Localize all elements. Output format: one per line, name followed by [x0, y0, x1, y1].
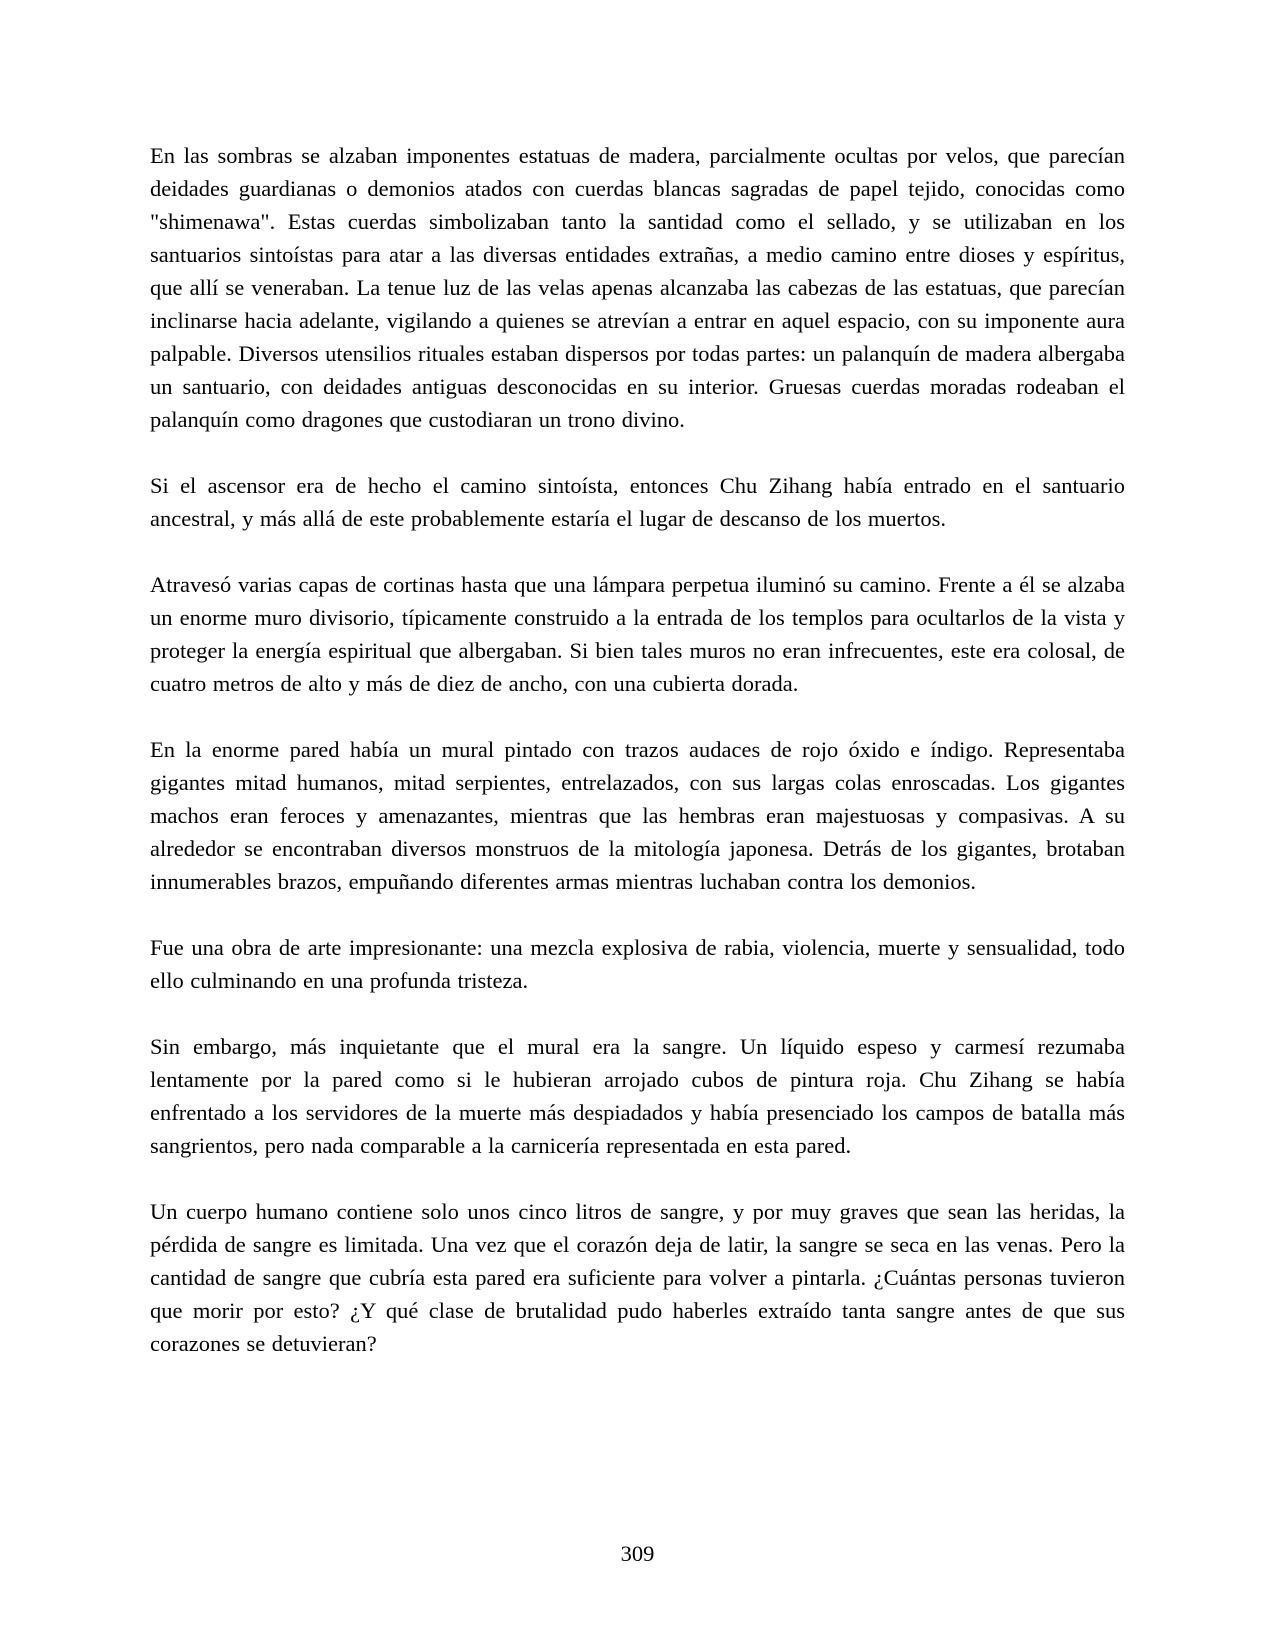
page-number: 309	[620, 1541, 655, 1566]
paragraph-6: Sin embargo, más inquietante que el mural era la sangre. Un líquido espeso y carmesí rezumaba lentamente por la pared como si le hubieran arrojado cubos de pintura roja. Chu Zihang se había enfrentado a los servidores de la muerte más despiadados y había presenciado los campos de batalla más sangrientos, pero nada comparable a la carnicería representada en esta pared.	[150, 1034, 1125, 1158]
paragraph-7: Un cuerpo humano contiene solo unos cinco litros de sangre, y por muy graves que sean las heridas, la pérdida de sangre es limitada. Una vez que el corazón deja de latir, la sangre se seca en las venas. Pero la cantidad de sangre que cubría esta pared era suficiente para volver a pintarla. ¿Cuántas personas tuvieron que morir por esto? ¿Y qué clase de brutalidad pudo haberles extraído tanta sangre antes de que sus corazones se detuvieran?	[150, 1199, 1125, 1356]
paragraph-1: En las sombras se alzaban imponentes estatuas de madera, parcialmente ocultas por velos, que parecían deidades guardianas o demonios atados con cuerdas blancas sagradas de papel tejido, conocidas como "shimenawa". Estas cuerdas simbolizaban tanto la santidad como el sellado, y se utilizaban en los santuarios sintoístas para atar a las diversas entidades extrañas, a medio camino entre dioses y espíritus, que allí se veneraban. La tenue luz de las velas apenas alcanzaba las cabezas de las estatuas, que parecían inclinarse hacia adelante, vigilando a quienes se atrevían a entrar en aquel espacio, con su imponente aura palpable. Diversos utensilios rituales estaban dispersos por todas partes: un palanquín de madera albergaba un santuario, con deidades antiguas desconocidas en su interior. Gruesas cuerdas moradas rodeaban el palanquín como dragones que custodiaran un trono divino.	[150, 143, 1125, 432]
paragraph-4: En la enorme pared había un mural pintado con trazos audaces de rojo óxido e índigo. Representaba gigantes mitad humanos, mitad serpientes, entrelazados, con sus largas colas enroscadas. Los gigantes machos eran feroces y amenazantes, mientras que las hembras eran majestuosas y compasivas. A su alrededor se encontraban diversos monstruos de la mitología japonesa. Detrás de los gigantes, brotaban innumerables brazos, empuñando diferentes armas mientras luchaban contra los demonios.	[150, 737, 1125, 894]
page-text-block	[150, 139, 1125, 1360]
paragraph-5: Fue una obra de arte impresionante: una mezcla explosiva de rabia, violencia, muerte y sensualidad, todo ello culminando en una profunda tristeza.	[150, 935, 1125, 993]
paragraph-2: Si el ascensor era de hecho el camino sintoísta, entonces Chu Zihang había entrado en el santuario ancestral, y más allá de este probablemente estaría el lugar de descanso de los muertos.	[150, 473, 1125, 531]
paragraph-3: Atravesó varias capas de cortinas hasta que una lámpara perpetua iluminó su camino. Frente a él se alzaba un enorme muro divisorio, típicamente construido a la entrada de los templos para ocultarlos de la vista y proteger la energía espiritual que albergaban. Si bien tales muros no eran infrecuentes, este era colosal, de cuatro metros de alto y más de diez de ancho, con una cubierta dorada.	[150, 572, 1125, 696]
